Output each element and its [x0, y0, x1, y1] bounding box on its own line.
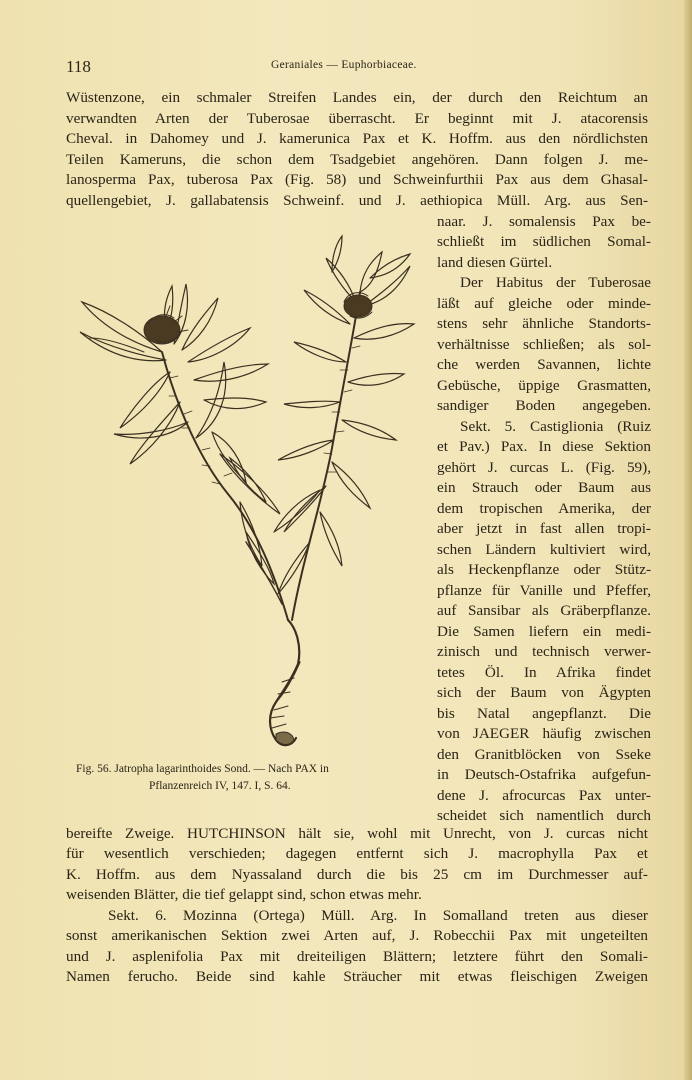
page-edge: [684, 0, 692, 1080]
body-line: bereifte Zweige. HUTCHINSON hält sie, wohl mit Unrecht, von J. curcas nicht: [66, 825, 648, 842]
column-line: naar. J. somalensis Pax be-: [437, 213, 651, 230]
page-header: [66, 55, 651, 79]
column-line: dem tropischen Amerika, der: [437, 500, 651, 517]
column-line: sich der Baum von Ägypten: [437, 684, 651, 701]
column-line: läßt auf gleiche oder minde-: [437, 295, 651, 312]
column-line: zinisch und technisch verwer-: [437, 643, 651, 660]
column-line: schen Ländern kultiviert wird,: [437, 541, 651, 558]
column-line: dene J. afrocurcas Pax unter-: [437, 787, 651, 804]
column-line: scheidet sich namentlich durch: [437, 807, 651, 824]
column-line: land diesen Gürtel.: [437, 254, 553, 271]
plant-illustration: [70, 232, 426, 792]
body-line: Sekt. 6. Mozinna (Ortega) Müll. Arg. In Somalland treten aus dieser: [108, 907, 648, 924]
column-line: Sekt. 5. Castiglionia (Ruiz: [460, 418, 651, 435]
column-line: bis Natal angepflanzt. Die: [437, 705, 651, 722]
column-line: ein Strauch oder Baum aus: [437, 479, 651, 496]
body-line: quellengebiet, J. gallabatensis Schweinf. und J. aethiopica Müll. Arg. aus Sen-: [66, 192, 648, 209]
column-line: Der Habitus der Tuberosae: [460, 274, 651, 291]
body-line: Namen ferucho. Beide sind kahle Sträucher mit etwas fleischigen Zweigen: [66, 968, 648, 985]
body-line: Wüstenzone, ein schmaler Streifen Landes ein, der durch den Reichtum an: [66, 89, 648, 106]
column-line: pflanze für Vanille und Pfeffer,: [437, 582, 651, 599]
body-line: weisenden Blätter, die tief gelappt sind, schon etwas mehr.: [66, 886, 422, 903]
column-line: tetes Öl. In Afrika findet: [437, 664, 651, 681]
page-number: 118: [66, 57, 91, 76]
jatropha-plant-drawing: [70, 232, 426, 757]
column-line: in Deutsch-Ostafrika aufgefun-: [437, 766, 651, 783]
body-line: für wesentlich verschieden; dagegen entfernt sich J. macrophylla Pax et: [66, 845, 648, 862]
body-line: Teilen Kameruns, die schon dem Tsadgebiet angehören. Dann folgen J. me-: [66, 151, 648, 168]
body-line: und J. asplenifolia Pax mit dreiteiligen Blättern; letztere führt den Somali-: [66, 948, 648, 965]
body-line: verwandten Arten der Tuberosae überrascht. Er beginnt mit J. atacorensis: [66, 110, 648, 127]
column-line: schließt im südlichen Somal-: [437, 233, 651, 250]
figure-caption-line1: Fig. 56. Jatropha lagarinthoides Sond. — Nach PAX in: [76, 763, 329, 775]
column-line: als Heckenpflanze oder Stütz-: [437, 561, 651, 578]
column-line: den Granitblöcken von Sseke: [437, 746, 651, 763]
body-line: sonst amerikanischen Sektion zwei Arten auf, J. Robecchii Pax mit ungeteilten: [66, 927, 648, 944]
column-line: Gebüsche, üppige Grasmatten,: [437, 377, 651, 394]
column-line: aber jetzt in fast allen tropi-: [437, 520, 651, 537]
column-line: sandiger Boden angegeben.: [437, 397, 651, 414]
figure-caption-line2: Pflanzenreich IV, 147. I, S. 64.: [149, 780, 291, 792]
running-head: Geraniales — Euphorbiaceae.: [271, 59, 417, 71]
column-line: che werden Savannen, lichte: [437, 356, 651, 373]
column-line: von JAEGER häufig zwischen: [437, 725, 651, 742]
column-line: et Pav.) Pax. In diese Sektion: [437, 438, 651, 455]
column-line: Die Samen liefern ein medi-: [437, 623, 651, 640]
column-line: stens sehr ähnliche Standorts-: [437, 315, 651, 332]
column-line: verhältnisse schließen; als sol-: [437, 336, 651, 353]
body-line: Cheval. in Dahomey und J. kamerunica Pax et K. Hoffm. aus den nördlichsten: [66, 130, 648, 147]
column-line: gehört J. curcas L. (Fig. 59),: [437, 459, 651, 476]
body-line: K. Hoffm. aus dem Nyassaland durch die bis 25 cm im Durchmesser auf-: [66, 866, 648, 883]
column-line: auf Sansibar als Gräberpflanze.: [437, 602, 651, 619]
body-line: lanosperma Pax, tuberosa Pax (Fig. 58) und Schweinfurthii Pax aus dem Ghasal-: [66, 171, 648, 188]
